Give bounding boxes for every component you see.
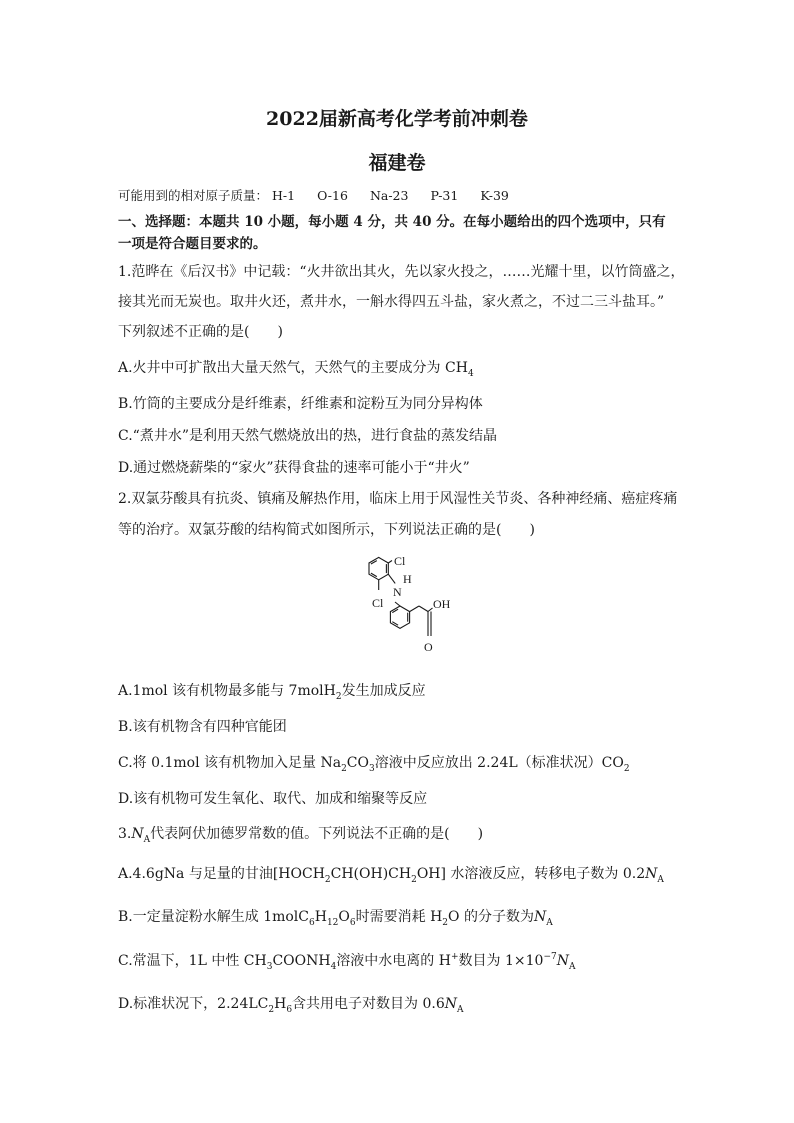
q3-a-s1: 2	[324, 875, 331, 885]
q3-c-pre: C.常温下，1L 中性 CH	[118, 953, 267, 969]
structure-oh: OH	[433, 597, 451, 611]
mass-k: K-39	[480, 188, 509, 203]
q3-stem-sub: A	[143, 835, 151, 845]
q3-stem	[118, 824, 683, 846]
q3-a-pre: A.4.6gNa 与足量的甘油[HOCH	[118, 866, 325, 882]
q1-option-c: C.“煮井水”是利用天然气燃烧放出的热，进行食盐的蒸发结晶	[118, 428, 497, 444]
q1-option-a-text: A.火井中可扩散出大量天然气，天然气的主要成分为 CH	[118, 360, 468, 376]
q3-stem-post: 代表阿伏加德罗常数的值。下列说法不正确的是( )	[150, 826, 484, 842]
q3-d-n-sub: A	[457, 1005, 464, 1015]
q3-a-m1: CH(OH)CH	[330, 866, 412, 882]
q3-d-m1: H	[274, 996, 287, 1012]
page-subtitle: 福建卷	[368, 152, 426, 174]
q3-b-n-sub: A	[546, 918, 553, 928]
structure-h: H	[403, 572, 412, 586]
q2-c-sub3: 2	[623, 764, 630, 774]
q3-option-c	[118, 951, 683, 973]
q3-a-n: N	[645, 866, 658, 882]
section-heading-2: 一项是符合题目要求的。	[118, 236, 267, 252]
atomic-mass-line	[118, 186, 683, 206]
q3-d-s2: 6	[286, 1005, 293, 1015]
structure-cl-top: Cl	[394, 554, 406, 568]
q2-a-post: 发生加成反应	[341, 683, 426, 699]
q3-c-sup2: −7	[543, 952, 557, 962]
q3-c-n-sub: A	[568, 962, 576, 972]
q3-c-m1: COONH	[272, 953, 331, 969]
q3-option-d	[118, 994, 683, 1016]
q3-d-n: N	[444, 996, 458, 1012]
q2-a-pre: A.1mol 该有机物最多能与 7molH	[118, 683, 336, 699]
q3-a-n-sub: A	[657, 875, 664, 885]
q3-option-a	[118, 864, 683, 886]
q3-a-s2: 2	[411, 875, 417, 885]
q2-option-a	[118, 681, 683, 703]
structure-n: N	[393, 585, 402, 599]
q2-stem-2: 等的治疗。双氯芬酸的结构简式如图所示，下列说法正确的是( )	[118, 522, 535, 538]
q2-option-d: D.该有机物可发生氧化、取代、加成和缩聚等反应	[118, 791, 428, 807]
q2-option-c	[118, 753, 683, 775]
q1-stem-2: 接其光而无炭也。取井火还，煮井水，一斛水得四五斗盐，家火煮之，不过二三斗盐耳。”	[118, 294, 665, 310]
q3-option-b	[118, 907, 683, 929]
q1-option-b: B.竹筒的主要成分是纤维素，纤维素和淀粉互为同分异构体	[118, 396, 483, 412]
q2-c-mid2: 溶液中反应放出 2.24L（标准状况）CO	[374, 755, 624, 771]
q3-d-pre: D.标准状况下，2.24LC	[118, 996, 269, 1012]
page-title: 2022届新高考化学考前冲刺卷	[266, 108, 528, 130]
q3-a-m2: OH] 水溶液反应，转移电子数为 0.2	[416, 866, 646, 882]
q3-c-s2: 4	[330, 962, 337, 972]
q3-b-m1: H	[314, 909, 327, 925]
q3-stem-n: N	[131, 826, 144, 842]
q2-c-mid1: CO	[346, 755, 369, 771]
diclofenac-structure	[340, 548, 460, 660]
q3-b-s3: 6	[349, 918, 356, 928]
q1-option-a	[118, 358, 683, 380]
mass-p: P-31	[430, 188, 459, 203]
q3-b-n: N	[533, 909, 547, 925]
q3-b-m2: O	[338, 909, 350, 925]
q2-c-sub1: 2	[341, 764, 347, 774]
structure-cl-bottom: Cl	[372, 596, 384, 610]
mass-na: Na-23	[369, 188, 409, 203]
mass-o: O-16	[317, 188, 348, 203]
q3-b-m3: 时需要消耗 H	[355, 909, 443, 925]
mass-h: H-1	[272, 188, 296, 203]
q2-a-sub: 2	[335, 692, 342, 702]
q1-stem-3: 下列叙述不正确的是( )	[118, 324, 283, 340]
q2-stem-1: 2.双氯芬酸具有抗炎、镇痛及解热作用，临床上用于风湿性关节炎、各种神经痛、癌症疼痛	[118, 491, 678, 507]
q3-b-s1: 6	[309, 918, 315, 928]
q3-b-s2: 12	[326, 918, 339, 928]
q2-c-pre: C.将 0.1mol 该有机物加入足量 Na	[118, 755, 342, 771]
q3-c-m2: 溶液中水电离的 H	[336, 953, 451, 969]
q3-c-s1: 3	[266, 962, 273, 972]
q3-stem-pre: 3.	[118, 826, 132, 842]
q3-b-m4: O 的分子数为	[448, 909, 534, 925]
q1-option-a-sub: 4	[467, 369, 474, 379]
q1-stem-1: 1.范晔在《后汉书》中记载：“火井欲出其火，先以家火投之，……光耀十里，以竹筒盛之，	[118, 264, 685, 280]
q3-c-n: N	[556, 953, 569, 969]
section-heading-1: 一、选择题：本题共 10 小题，每小题 4 分，共 40 分。在每小题给出的四个选项中，只有	[118, 214, 666, 230]
q3-d-s1: 2	[268, 1005, 275, 1015]
q3-c-m3: 数目为 1×10	[458, 953, 544, 969]
q3-b-s4: 2	[442, 918, 449, 928]
structure-o: O	[424, 640, 433, 654]
q1-option-d: D.通过燃烧薪柴的“家火”获得食盐的速率可能小于“井火”	[118, 460, 470, 476]
q3-b-pre: B.一定量淀粉水解生成 1molC	[118, 909, 309, 925]
atomic-mass-label: 可能用到的相对原子质量：	[118, 188, 269, 203]
q3-d-m2: 含共用电子对数目为 0.6	[292, 996, 445, 1012]
q2-option-b: B.该有机物含有四种官能团	[118, 719, 287, 735]
q3-c-sup1: +	[450, 952, 459, 962]
q2-c-sub2: 3	[369, 764, 375, 774]
